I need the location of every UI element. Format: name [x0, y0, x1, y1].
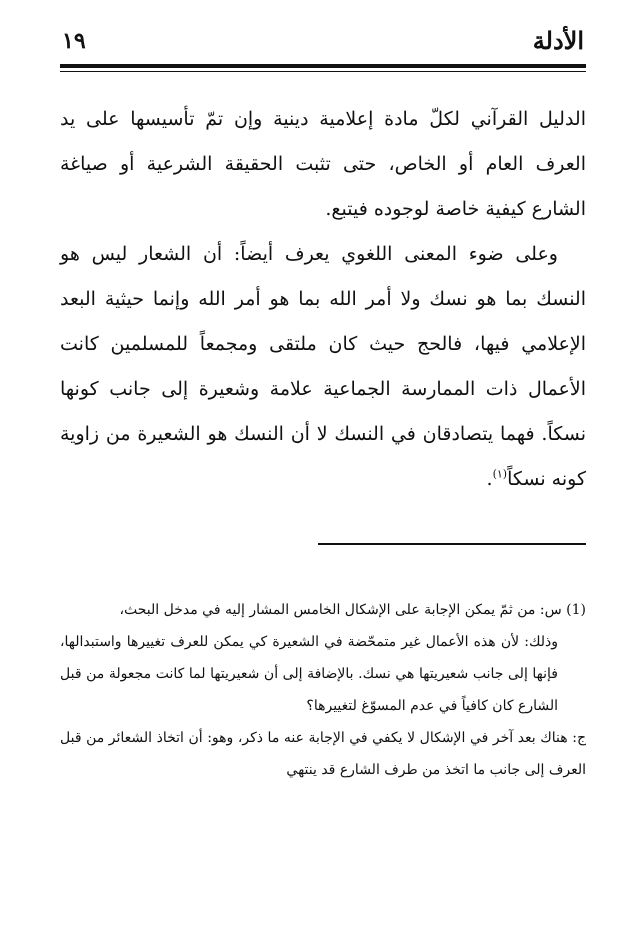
paragraph-2-text: وعلى ضوء المعنى اللغوي يعرف أيضاً: أن الشعار ليس هو النسك بما هو نسك ولا أمر الله بما هو أمر الله وإنما حيثية البعد الإعلامي فيها، فالحج حيث كان ملتقى ومجمعاً للمسلمين كانت الأعمال ذات الممارسة الجماعية علامة وشعيرة إلى جانب كونها نسكاً. فهما يتصادقان في النسك لا أن النسك هو الشعيرة من زاوية كونه نسكاً [60, 243, 586, 490]
question-text: من ثمّ يمكن الإجابة على الإشكال الخامس المشار إليه في مدخل البحث، [119, 602, 536, 618]
header-rule-thin [60, 71, 586, 72]
running-header [62, 22, 584, 62]
main-text [60, 97, 586, 502]
answer-prefix: ج: [572, 730, 586, 746]
header-rule-thick [60, 64, 586, 68]
paragraph-2-end: . [486, 468, 493, 490]
footnote-number: (1) [566, 602, 586, 618]
paragraph-2 [60, 232, 586, 502]
footnote-question [60, 594, 586, 626]
footnotes [60, 594, 586, 786]
chapter-title: الأدلة [532, 26, 584, 55]
footnote-continuation: وذلك: لأن هذه الأعمال غير متمحّضة في الشعيرة كي يمكن للعرف تغييرها واستبدالها، فإنها إلى جانب شعيريتها هي نسك. بالإضافة إلى أن شعيريتها لما كانت مجعولة من قبل الشارع كان كافياً في عدم المسوّغ لتغييرها؟ [60, 634, 558, 714]
paragraph-1: الدليل القرآني لكلّ مادة إعلامية دينية وإن تمّ تأسيسها على يد العرف العام أو الخاص، حتى تثبت الحقيقة الشرعية أو صياغة الشارع كيفية خاصة لوجوده فيتبع. [60, 108, 586, 220]
page-number: ١٩ [62, 28, 86, 54]
footnote-separator [318, 543, 586, 545]
footnote-answer [60, 722, 586, 786]
footnote-reference[interactable]: (١) [492, 467, 508, 481]
question-prefix: س: [539, 602, 562, 618]
answer-text: هناك بعد آخر في الإشكال لا يكفي في الإجابة عنه ما ذكر، وهو: أن اتخاذ الشعائر من قبل العرف إلى جانب ما اتخذ من طرف الشارع قد ينتهي [60, 730, 586, 778]
